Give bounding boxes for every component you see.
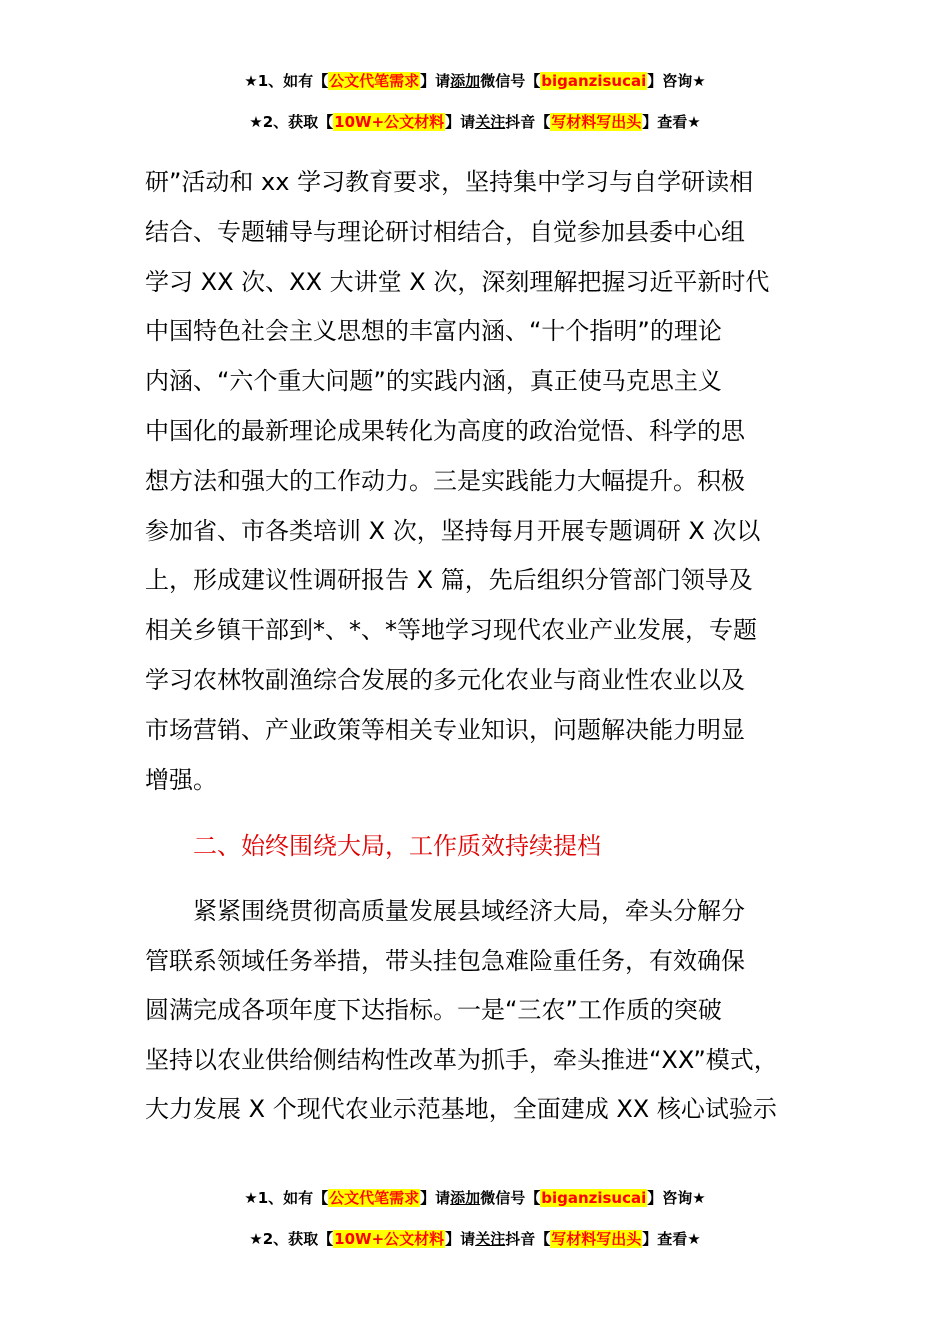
- text-line: 学习 XX 次、XX 大讲堂 X 次，深刻理解把握习近平新时代: [145, 267, 770, 296]
- text-line: 中国化的最新理论成果转化为高度的政治觉悟、科学的思: [145, 417, 745, 445]
- banner-text: 】咨询: [647, 72, 693, 90]
- banner-text: 】请: [420, 1189, 451, 1207]
- text-line: 上，形成建议性调研报告 X 篇，先后组织分管部门领导及: [145, 566, 753, 595]
- star-icon: ★: [687, 1230, 701, 1248]
- star-icon: ★: [249, 1230, 263, 1248]
- underlined-word: 添加: [450, 1189, 481, 1207]
- bracket: 【: [525, 1189, 541, 1207]
- star-icon: ★: [249, 113, 263, 131]
- underlined-word: 添加: [450, 72, 481, 90]
- section-heading: 二、始终围绕大局，工作质效持续提档: [193, 832, 601, 860]
- highlight-douyin-account: 写材料写出头: [551, 1230, 642, 1248]
- text-line: 增强。: [145, 765, 217, 794]
- highlight-service: 公文代笔需求: [329, 1189, 420, 1207]
- text-line: 大力发展 X 个现代农业示范基地，全面建成 XX 核心试验示: [145, 1095, 777, 1123]
- text-line: 中国特色社会主义思想的丰富内涵、“十个指明”的理论: [145, 317, 722, 346]
- text-line: 坚持以农业供给侧结构性改革为抓手，牵头推进“XX”模式，: [145, 1045, 778, 1074]
- header-banner-line-2: [0, 111, 950, 133]
- underlined-word: 关注: [475, 113, 506, 131]
- header-banner-line-1: [0, 70, 950, 92]
- banner-text: 】查看: [642, 113, 688, 131]
- banner-text: 抖音: [505, 1230, 536, 1248]
- bracket: 【: [313, 1189, 329, 1207]
- banner-text: 2、获取: [262, 113, 319, 131]
- text-line: 管联系领域任务举措，带头挂包急难险重任务，有效确保: [145, 946, 745, 975]
- text-line: 内涵、“六个重大问题”的实践内涵，真正使马克思主义: [145, 367, 722, 396]
- footer-banner-line-1: [0, 1187, 950, 1209]
- text-line: 圆满完成各项年度下达指标。一是“三农”工作质的突破: [145, 996, 722, 1024]
- text-line: 学习农林牧副渔综合发展的多元化农业与商业性农业以及: [145, 666, 745, 694]
- star-icon: ★: [692, 1189, 706, 1207]
- bracket: 【: [535, 113, 551, 131]
- text-line: 紧紧围绕贯彻高质量发展县域经济大局，牵头分解分: [193, 897, 745, 925]
- highlight-wechat-id: biganzisucai: [541, 1189, 647, 1207]
- star-icon: ★: [692, 72, 706, 90]
- text-line: 参加省、市各类培训 X 次，坚持每月开展专题调研 X 次以: [145, 516, 761, 545]
- banner-text: 】咨询: [647, 1189, 693, 1207]
- text-line: 想方法和强大的工作动力。三是实践能力大幅提升。积极: [145, 466, 745, 495]
- highlight-materials: 10W+公文材料: [334, 1230, 445, 1248]
- highlight-service: 公文代笔需求: [329, 72, 420, 90]
- banner-text: 】查看: [642, 1230, 688, 1248]
- banner-text: 2、获取: [262, 1230, 319, 1248]
- highlight-wechat-id: biganzisucai: [541, 72, 647, 90]
- banner-text: 微信号: [480, 72, 526, 90]
- star-icon: ★: [687, 113, 701, 131]
- banner-text: 】请: [445, 113, 476, 131]
- bracket: 【: [535, 1230, 551, 1248]
- highlight-materials: 10W+公文材料: [334, 113, 445, 131]
- bracket: 【: [525, 72, 541, 90]
- text-line: 结合、专题辅导与理论研讨相结合，自觉参加县委中心组: [145, 217, 745, 246]
- text-line: 相关乡镇干部到*、*、*等地学习现代农业产业发展，专题: [145, 616, 757, 645]
- footer-banner-line-2: [0, 1228, 950, 1250]
- bracket: 【: [313, 72, 329, 90]
- star-icon: ★: [244, 1189, 258, 1207]
- bracket: 【: [318, 1230, 334, 1248]
- star-icon: ★: [244, 72, 258, 90]
- underlined-word: 关注: [475, 1230, 506, 1248]
- banner-text: 抖音: [505, 113, 536, 131]
- banner-text: 1、如有: [257, 72, 314, 90]
- banner-text: 】请: [445, 1230, 476, 1248]
- text-line: 研”活动和 xx 学习教育要求，坚持集中学习与自学研读相: [145, 168, 754, 196]
- bracket: 【: [318, 113, 334, 131]
- banner-text: 】请: [420, 72, 451, 90]
- banner-text: 微信号: [480, 1189, 526, 1207]
- highlight-douyin-account: 写材料写出头: [551, 113, 642, 131]
- text-line: 市场营销、产业政策等相关专业知识，问题解决能力明显: [145, 715, 745, 744]
- banner-text: 1、如有: [257, 1189, 314, 1207]
